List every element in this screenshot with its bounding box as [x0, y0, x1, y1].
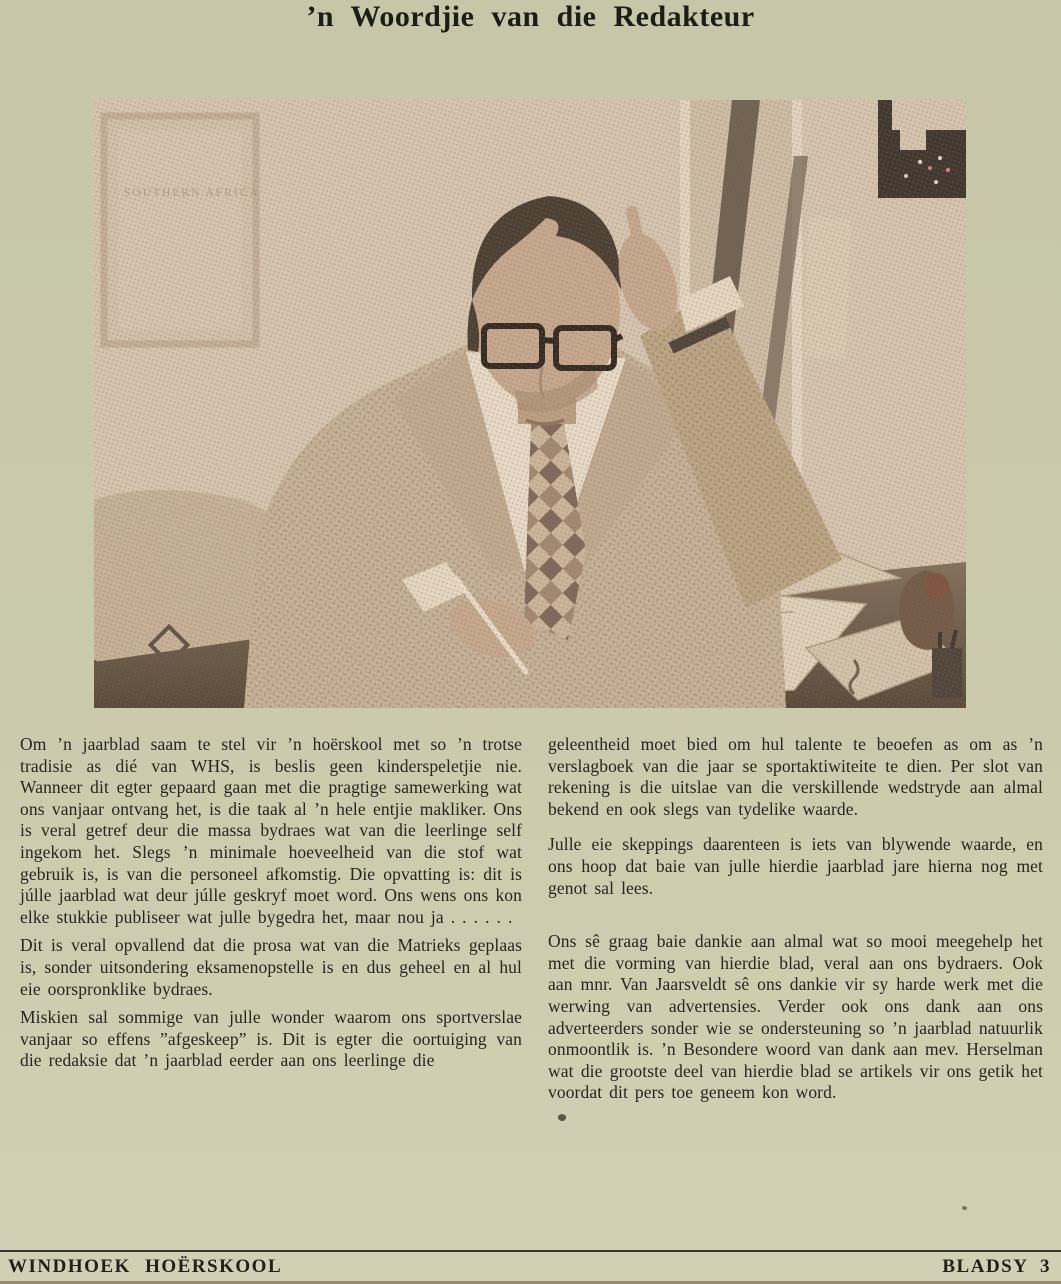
paragraph: Ons sê graag baie dankie aan almal wat so mooi meegehelp het met die vorming van hierdie blad, veral aan ons bydraers. Ook aan mnr. Van Jaarsveldt sê ons dankie vir sy harde werk met die werwing van advertensies. Verder ook ons dank aan ons adverteerders sonder wie se ondersteuning so ’n jaarblad natuurlik onmoontlik is. ’n Besondere woord van dank aan mev. Herselman wat die grootste deel van hierdie blad se artikels vir ons getik het voordat dit pers toe geneem kon word.: [548, 931, 1043, 1103]
paragraph: Julle eie skeppings daarenteen is iets van blywende waarde, en ons hoop dat baie van julle hierdie jaarblad jare hierna nog met genot sal lees.: [548, 834, 1043, 898]
article-column-right: [548, 734, 1043, 1104]
ink-speck: [961, 1205, 967, 1211]
paragraph: Miskien sal sommige van julle wonder waarom ons sportverslae vanjaar so effens ”afgeskeep” is. Dit is egter die oortuiging van die redaksie dat ’n jaarblad eerder aan ons leerlinge die: [20, 1007, 522, 1071]
page-number: BLADSY 3: [942, 1256, 1051, 1277]
paragraph: Om ’n jaarblad saam te stel vir ’n hoërskool met so ’n trotse tradisie as dié van WHS, is beslis geen kinderspeletjie nie. Wanneer dit egter gepaard gaan met die pragtige samewerking wat ons vanjaar ontvang het, is die taak al ’n hele entjie makliker. Ons is veral getref deur die massa bydraes wat van die leerlinge self ingekom het. Slegs ’n minimale hoeveelheid van die stof wat gebruik is, is van die personeel afkomstig. Die opvatting is: dit is júlle jaarblad wat deur júlle geskryf moet word. Ons wens ons kon elke stukkie publiseer wat julle bygedra het, maar nou ja . . . . . .: [20, 734, 522, 927]
editor-photo-illustration: [94, 100, 966, 708]
editor-photo: [94, 100, 966, 708]
paragraph: geleentheid moet bied om hul talente te beoefen as om as ’n verslagboek van die jaar se sportaktiwiteite te dien. Per slot van rekening is die uitslae van die verskillende wedstryde aan almal bekend en ook slegs van tydelike waarde.: [548, 734, 1043, 819]
article-column-left: [20, 734, 522, 1104]
footer-rule: [0, 1250, 1061, 1252]
article-body: [20, 734, 1043, 1104]
school-name: WINDHOEK HOËRSKOOL: [8, 1256, 283, 1277]
page-title: ’n Woordjie van die Redakteur: [306, 0, 755, 33]
ink-speck: [557, 1113, 567, 1123]
paragraph: Dit is veral opvallend dat die prosa wat van die Matrieks geplaas is, sonder uitsondering eksamenopstelle is en dus geheel en al hul eie oorspronklike bydraes.: [20, 935, 522, 999]
